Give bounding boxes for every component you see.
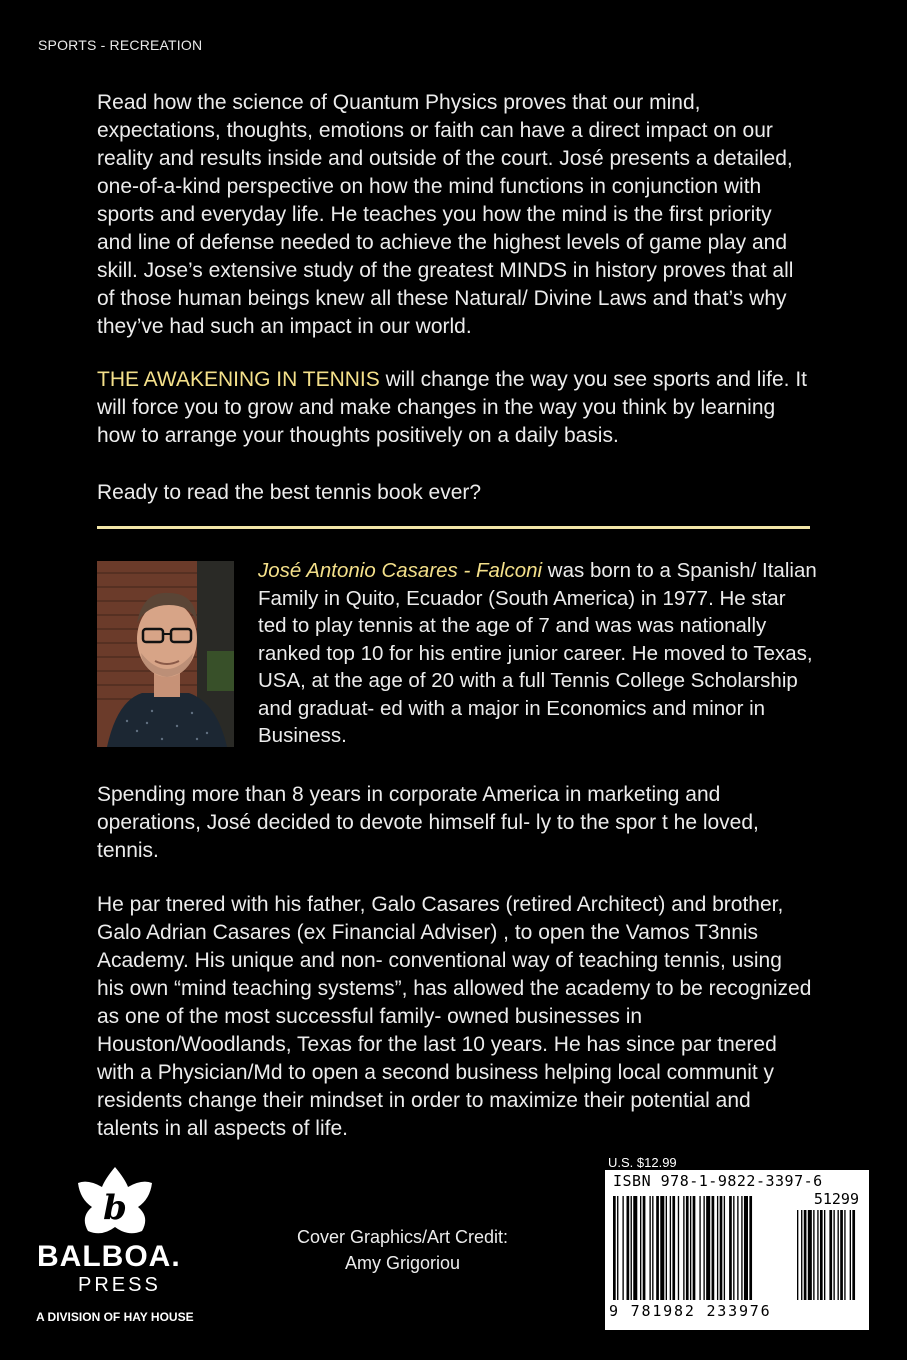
- bio-paragraph-3: He par tnered with his father, Galo Casares (retired Architect) and brother, Galo Adrian Casares (ex Financial Adviser) , to open the Vamos T3nnis Academy. His unique and non- conventional way of teaching tennis, using his own “mind teaching systems”, has allowed the academy to be recognized as one of the most successful family- owned businesses in Houston/Woodlands, Texas for the last 10 years. He has since par tnered with a Physician/Md to open a second business helping local communit y residents change their mindset in order to maximize their potential and talents in all aspects of life.: [97, 893, 812, 1140]
- barcode: [605, 1170, 869, 1330]
- book-title: THE AWAKENING IN TENNIS: [97, 368, 380, 391]
- barcode-bars: [611, 1192, 863, 1304]
- publisher-imprint: PRESS: [78, 1274, 161, 1296]
- bio-paragraph-2: Spending more than 8 years in corporate America in marketing and operations, José decided to devote himself ful- ly to the spor t he loved, tennis.: [97, 783, 759, 862]
- author-name: José Antonio Casares - Falconi: [258, 559, 543, 582]
- description-paragraph-3: Ready to read the best tennis book ever?: [97, 481, 482, 504]
- art-credit-label: Cover Graphics/Art Credit:: [296, 1227, 509, 1247]
- publisher-name: BALBOA.: [37, 1240, 181, 1273]
- art-credit-name: Amy Grigoriou: [344, 1253, 461, 1273]
- author-photo: [97, 561, 234, 747]
- price-addon-code: 51299: [813, 1190, 859, 1208]
- art-credit: [270, 1224, 535, 1276]
- description-paragraph-2: [97, 366, 812, 450]
- bio-paragraph-1-text: was born to a Spanish/ Italian Family in Quito, Ecuador (South America) in 1977. He star ted to play tennis at the age of 7 and was was nationally ranked top 10 for his entire junior career. He moved to Texas, USA, at the age of 20 with a full Tennis College Scholarship and graduat- ed with a major in Economics and minor in Business.: [258, 559, 817, 747]
- svg-text:b: b: [103, 1188, 127, 1228]
- ean-code: 9 781982 233976: [609, 1302, 772, 1320]
- isbn-text: ISBN 978-1-9822-3397-6: [613, 1172, 823, 1190]
- category-label: SPORTS - RECREATION: [38, 37, 203, 53]
- description-paragraph-2-text: will change the way you see sports and life. It will force you to grow and make changes in the way you think by learning how to arrange your thoughts positively on a daily basis.: [97, 368, 807, 447]
- description-paragraph-1: Read how the science of Quantum Physics proves that our mind, expectations, thoughts, emotions or faith can have a direct impact on our reality and results inside and outside of the court. José presents a detailed, one-of-a-kind perspective on how the mind functions in conjunction with sports and everyday life. He teaches you how the mind is the first priority and line of defense needed to achieve the highest levels of game play and skill. Jose’s extensive study of the greatest MINDS in history proves that all of those human beings knew all these Natural/ Divine Laws and that’s why they’ve had such an impact in our world.: [97, 91, 794, 338]
- publisher-division: A DIVISION OF HAY HOUSE: [36, 1310, 194, 1324]
- price-label: U.S. $12.99: [608, 1155, 677, 1170]
- section-divider: [97, 526, 810, 529]
- bio-paragraph-1: [258, 557, 818, 750]
